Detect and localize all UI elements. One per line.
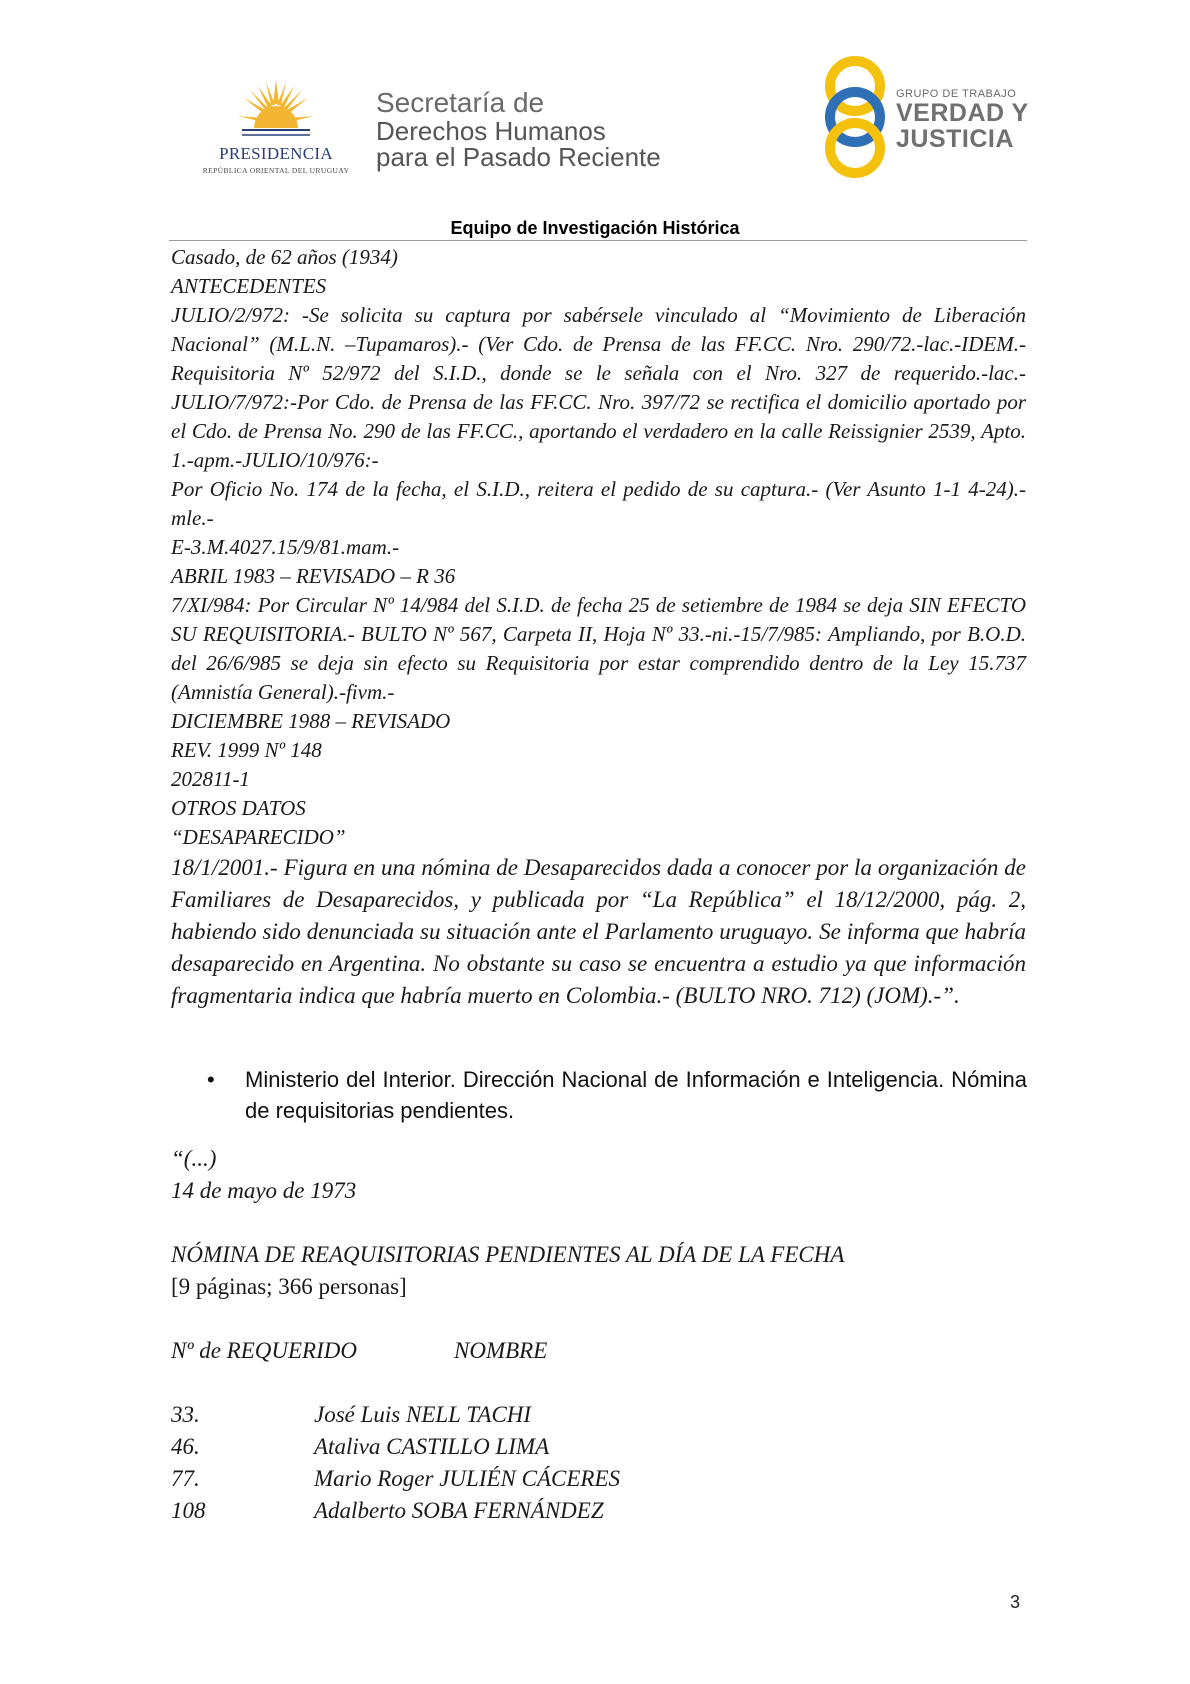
column-header-name: NOMBRE [454,1338,548,1363]
list-date: 14 de mayo de 1973 [171,1178,357,1203]
row-name: Ataliva CASTILLO LIMA [314,1434,550,1459]
justicia-label: JUSTICIA [896,125,1014,153]
review-1999: REV. 1999 Nº 148 [171,738,322,762]
list-heading: NÓMINA DE REAQUISITORIAS PENDIENTES AL DÍA DE LA FECHA [171,1242,845,1267]
sun-emblem-icon [236,78,316,140]
table-row [171,1463,1026,1495]
otros-datos-heading: OTROS DATOS [171,796,306,820]
row-number: 77. [171,1466,200,1491]
antecedentes-heading: ANTECEDENTES [171,274,327,298]
ellipsis-quote: “(...) [171,1146,217,1171]
table-row [171,1495,1026,1527]
presidencia-logo [196,78,356,178]
secretaria-line-3: para el Pasado Reciente [376,142,661,172]
secretaria-line-1: Secretaría de [376,87,545,118]
otros-datos-paragraph: 18/1/2001.- Figura en una nómina de Desaparecidos dada a conocer por la organización de Familiares de Desaparecidos, y publicada por “La República” el 18/12/2000, pág. 2, habiendo sido denunciada su situación ante el Parlamento uruguayo. Se informa que habría desaparecido en Argentina. No obstante su caso se encuentra a estudio ya que información fragmentaria indica que habría muerto en Colombia.- (BULTO NRO. 712) (JOM).-”. [171,855,1026,1008]
secretaria-logo-text [376,88,661,170]
presidencia-name: PRESIDENCIA [219,144,333,163]
source-text: Ministerio del Interior. Dirección Nacional de Información e Inteligencia. Nómina de requisitorias pendientes. [245,1067,1027,1123]
table-row [171,1431,1026,1463]
interlocking-rings-icon [820,56,890,178]
verdad-justicia-logo [820,56,1030,178]
review-1988: DICIEMBRE 1988 – REVISADO [171,709,451,733]
record-body [171,243,1026,1012]
row-name: Adalberto SOBA FERNÁNDEZ [314,1498,604,1523]
table-header [171,1335,1026,1367]
presidencia-subtitle: REPÚBLICA ORIENTAL DEL URUGUAY [202,166,350,175]
row-name: José Luis NELL TACHI [314,1402,532,1427]
table-row [171,1399,1026,1431]
antecedentes-paragraph-2: Por Oficio No. 174 de la fecha, el S.I.D., reitera el pedido de su captura.- (Ver Asunto 1-1 4-24).-mle.- [171,477,1026,530]
row-number: 108 [171,1498,206,1523]
review-1983: ABRIL 1983 – REVISADO – R 36 [171,564,456,588]
verdad-label: VERDAD Y [896,99,1029,127]
bullet-icon: • [207,1067,215,1092]
row-number: 33. [171,1402,200,1427]
desaparecido-label: “DESAPARECIDO” [171,825,346,849]
column-header-number: Nº de REQUERIDO [171,1338,357,1363]
antecedentes-paragraph-1: JULIO/2/972: -Se solicita su captura por sabérsele vinculado al “Movimiento de Liberación Nacional” (M.L.N. –Tupamaros).- (Ver Cdo. de Prensa de las FF.CC. Nro. 290/72.-lac.-IDEM.- Requisitoria Nº 52/972 del S.I.D., donde se le señala con el Nro. 327 de requerido.-lac.- JULIO/7/972:-Por Cdo. de Prensa de las FF.CC. Nro. 397/72 se rectifica el domicilio aportado por el Cdo. de Prensa No. 290 de las FF.CC., aportando el verdadero en la calle Reissignier 2539, Apto. 1.-apm.-JULIO/10/976:- [171,303,1026,472]
header-divider [169,240,1027,241]
document-header [0,0,1190,238]
grupo-label: GRUPO DE TRABAJO [896,88,1017,100]
pages-note: [9 páginas; 366 personas] [171,1274,407,1299]
team-title: Equipo de Investigación Histórica [450,218,740,238]
reference-code: E-3.M.4027.15/9/81.mam.- [171,535,400,559]
antecedentes-paragraph-3: 7/XI/984: Por Circular Nº 14/984 del S.I.D. de fecha 25 de setiembre de 1984 se deja SIN EFECTO SU REQUISITORIA.- BULTO Nº 567, Carpeta II, Hoja Nº 33.-ni.-15/7/985: Ampliando, por B.O.D. del 26/6/985 se deja sin efecto su Requisitoria por estar comprendido dentro de la Ley 15.737 (Amnistía General).-fivm.- [171,593,1026,704]
row-number: 46. [171,1434,200,1459]
page-number: 3 [1010,1592,1021,1612]
verdad-justicia-text [896,88,1029,152]
record-number: 202811-1 [171,767,250,791]
row-name: Mario Roger JULIÉN CÁCERES [314,1466,620,1491]
secretaria-line-2: Derechos Humanos [376,116,606,146]
marital-status: Casado, de 62 años (1934) [171,245,398,269]
